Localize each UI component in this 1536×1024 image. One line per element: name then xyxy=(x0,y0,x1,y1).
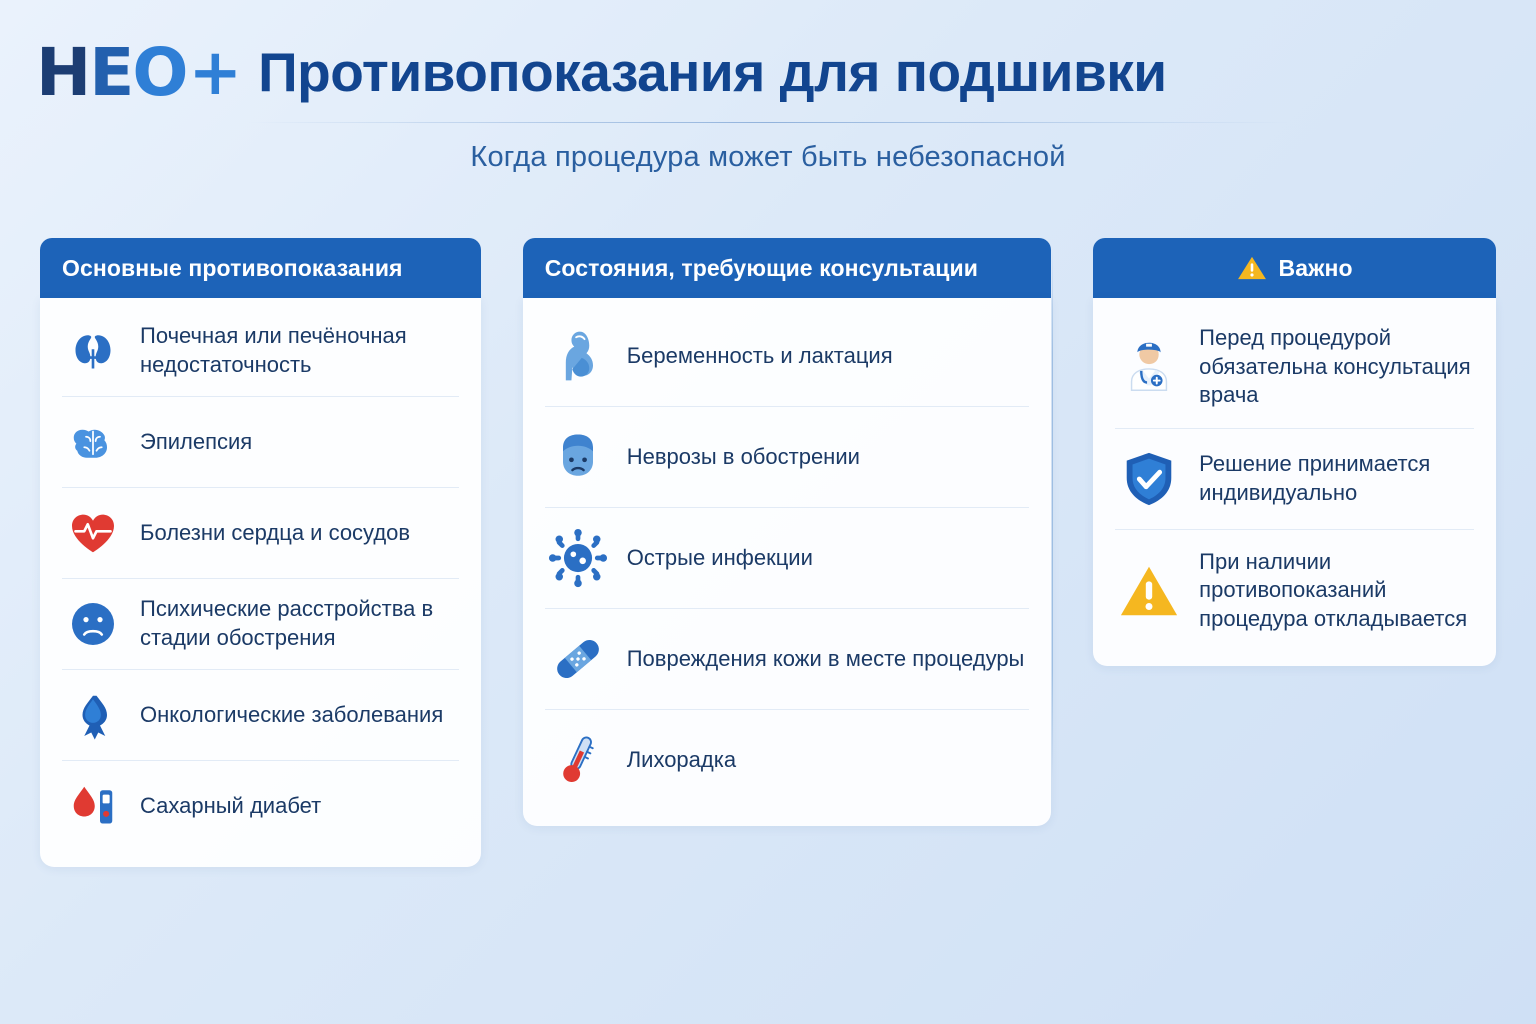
list-item-label: Почечная или печёночная недостаточность xyxy=(140,323,407,377)
warning-triangle-icon xyxy=(1237,255,1267,281)
list-item xyxy=(1115,306,1474,429)
blood-drop-glucometer-icon xyxy=(64,777,122,835)
sad-person-icon xyxy=(547,426,609,488)
header xyxy=(0,0,1536,174)
list-item-label: Острые инфекции xyxy=(626,544,813,570)
list-item xyxy=(62,670,459,761)
column-title-2: Состояния, требующие консультации xyxy=(544,254,979,281)
logo-letter-n: H xyxy=(36,34,90,111)
doctor-icon xyxy=(1117,335,1181,399)
columns-container xyxy=(40,238,1496,867)
heart-pulse-icon xyxy=(64,504,122,562)
warning-triangle-icon xyxy=(1117,559,1181,623)
list-item-label: Повреждения кожи в месте процедуры xyxy=(626,645,1025,671)
thermometer-icon xyxy=(547,729,609,791)
awareness-ribbon-icon xyxy=(64,686,122,744)
logo-plus-icon: + xyxy=(188,36,241,110)
list-item xyxy=(545,609,1029,710)
list-item xyxy=(545,508,1029,609)
list-item xyxy=(62,488,459,579)
list-item-label: При наличии противопоказаний процедура откладывается xyxy=(1199,548,1468,631)
bandage-icon xyxy=(547,628,609,690)
column-header-1 xyxy=(40,238,481,298)
list-item-label: Неврозы в обострении xyxy=(626,443,860,469)
logo-letter-e: E xyxy=(89,34,133,111)
page-subtitle: Когда процедура может быть небезопасной xyxy=(470,141,1066,173)
column-body-2 xyxy=(523,298,1051,826)
list-item-label: Болезни сердца и сосудов xyxy=(140,519,411,545)
brand-logo xyxy=(36,34,241,111)
list-item-label: Лихорадка xyxy=(626,746,737,772)
list-item-label: Психические расстройства в стадии обострения xyxy=(140,596,434,650)
shield-check-icon xyxy=(1117,447,1181,511)
sad-face-icon xyxy=(64,595,122,653)
list-item xyxy=(1115,429,1474,530)
brain-icon xyxy=(64,413,122,471)
list-item-label: Сахарный диабет xyxy=(140,792,322,818)
list-item-label: Эпилепсия xyxy=(140,428,253,454)
list-item xyxy=(62,761,459,851)
list-item-label: Перед процедурой обязательна консультация врача xyxy=(1199,325,1471,408)
column-main-contraindications xyxy=(40,238,481,867)
list-item-label: Беременность и лактация xyxy=(626,342,893,368)
list-item xyxy=(1115,530,1474,652)
list-item-label: Решение принимается индивидуально xyxy=(1199,451,1431,505)
list-item xyxy=(545,710,1029,810)
list-item-label: Онкологические заболевания xyxy=(140,701,444,727)
column-title-1: Основные противопоказания xyxy=(62,254,403,281)
virus-icon xyxy=(547,527,609,589)
column-title-3: Важно xyxy=(1278,254,1353,281)
list-item xyxy=(62,579,459,670)
column-important xyxy=(1093,238,1496,666)
list-item xyxy=(62,397,459,488)
list-item xyxy=(545,306,1029,407)
pregnant-woman-icon xyxy=(547,325,609,387)
column-header-2 xyxy=(523,238,1051,298)
page-title: Противопоказания для подшивки xyxy=(258,41,1167,104)
column-body-1 xyxy=(40,298,481,867)
title-row xyxy=(0,34,1536,111)
list-item xyxy=(62,306,459,397)
kidneys-icon xyxy=(64,322,122,380)
column-body-3 xyxy=(1093,298,1496,666)
header-divider xyxy=(248,122,1288,123)
list-item xyxy=(545,407,1029,508)
logo-letter-o: O xyxy=(132,34,187,111)
column-consultation-conditions xyxy=(523,238,1051,826)
column-header-3 xyxy=(1093,238,1496,298)
